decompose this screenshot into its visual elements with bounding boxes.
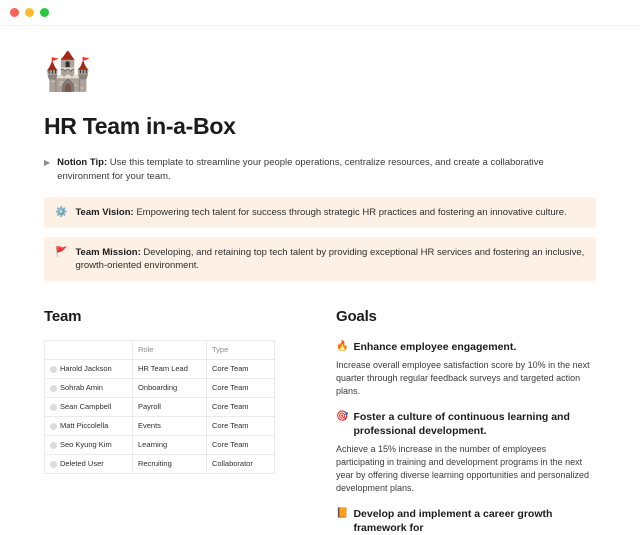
team-mission-callout [44,237,596,281]
team-vision-callout [44,197,596,228]
table-row[interactable] [45,398,275,417]
cell-role[interactable]: Onboarding [133,379,207,398]
table-row[interactable] [45,360,275,379]
chevron-right-icon[interactable]: ▶ [44,158,51,167]
cell-name[interactable] [45,398,133,417]
fire-icon: 🔥 [336,341,349,352]
team-heading: Team [44,308,82,325]
team-mission-text [75,246,585,272]
close-window-button[interactable] [10,8,19,17]
column-header-name[interactable] [45,341,133,360]
gear-icon: ⚙️ [55,207,68,218]
cell-role[interactable]: Learning [133,436,207,455]
notion-tip-text [57,156,596,184]
avatar [50,461,57,468]
goal-title-row [336,507,596,535]
cell-name[interactable] [45,436,133,455]
team-column [44,307,302,535]
page-title: HR Team in-a-Box [44,113,236,139]
cell-type[interactable]: Core Team [207,436,275,455]
cell-role[interactable]: Events [133,417,207,436]
notion-tip-toggle[interactable] [44,156,596,184]
team-mission-label: Team Mission: [75,247,141,258]
cell-role[interactable]: HR Team Lead [133,360,207,379]
cell-type[interactable]: Collaborator [207,455,275,474]
goal-title: Develop and implement a career growth framework for [353,508,553,534]
goal-description: Increase overall employee satisfaction score by 10% in the next quarter through regular feedback surveys and targeted action plans. [336,360,590,396]
cell-type[interactable]: Core Team [207,398,275,417]
table-row[interactable] [45,455,275,474]
goal-title-row [336,340,596,354]
person-name: Sohrab Amin [60,383,103,392]
goal-item [336,507,596,535]
notion-tip-body: Use this template to streamline your people operations, centralize resources, and create a collaborative environment for your team. [57,157,544,182]
page-icon[interactable] [44,52,90,92]
minimize-window-button[interactable] [25,8,34,17]
cell-name[interactable] [45,417,133,436]
goal-item [336,340,596,398]
team-mission-body: Developing, and retaining top tech talent by providing exceptional HR services and fostering an inclusive, growth-oriented environment. [75,247,585,271]
table-row[interactable] [45,417,275,436]
cell-type[interactable]: Core Team [207,360,275,379]
avatar [50,366,57,373]
column-header-role[interactable]: Role [133,341,207,360]
table-row[interactable] [45,379,275,398]
cell-role[interactable]: Recruiting [133,455,207,474]
person-name: Matt Piccolella [60,421,109,430]
table-header-row [45,341,275,360]
avatar [50,423,57,430]
goal-item [336,410,596,495]
person-name: Sean Campbell [60,402,112,411]
goals-heading: Goals [336,308,377,325]
castle-icon: 🏰 [44,51,92,93]
avatar [50,442,57,449]
person-name: Deleted User [60,459,104,468]
notion-tip-label: Notion Tip: [57,157,108,168]
person-name: Seo Kyung Kim [60,440,112,449]
cell-type[interactable]: Core Team [207,379,275,398]
goal-title: Foster a culture of continuous learning and professional development. [353,411,570,437]
goal-description: Achieve a 15% increase in the number of employees participating in training and development programs in the next year by offering diverse learning opportunities and personalized development plans. [336,444,589,493]
avatar [50,385,57,392]
page-content [0,51,640,534]
team-vision-text [75,206,566,219]
team-vision-label: Team Vision: [75,207,134,218]
team-table[interactable] [44,340,275,474]
book-icon: 📙 [336,508,349,519]
team-vision-body: Empowering tech talent for success through strategic HR practices and fostering an innovative culture. [133,207,567,218]
goal-title-row [336,410,596,438]
column-header-type[interactable]: Type [207,341,275,360]
flag-icon: 🚩 [55,247,68,258]
cell-name[interactable] [45,360,133,379]
cell-name[interactable] [45,379,133,398]
maximize-window-button[interactable] [40,8,49,17]
cell-role[interactable]: Payroll [133,398,207,417]
target-icon: 🎯 [336,411,349,422]
two-column-layout [44,307,596,535]
goal-title: Enhance employee engagement. [353,341,517,353]
window-titlebar [0,0,640,26]
goals-column [336,307,596,535]
person-name: Harold Jackson [60,364,112,373]
cell-type[interactable]: Core Team [207,417,275,436]
table-row[interactable] [45,436,275,455]
cell-name[interactable] [45,455,133,474]
avatar [50,404,57,411]
